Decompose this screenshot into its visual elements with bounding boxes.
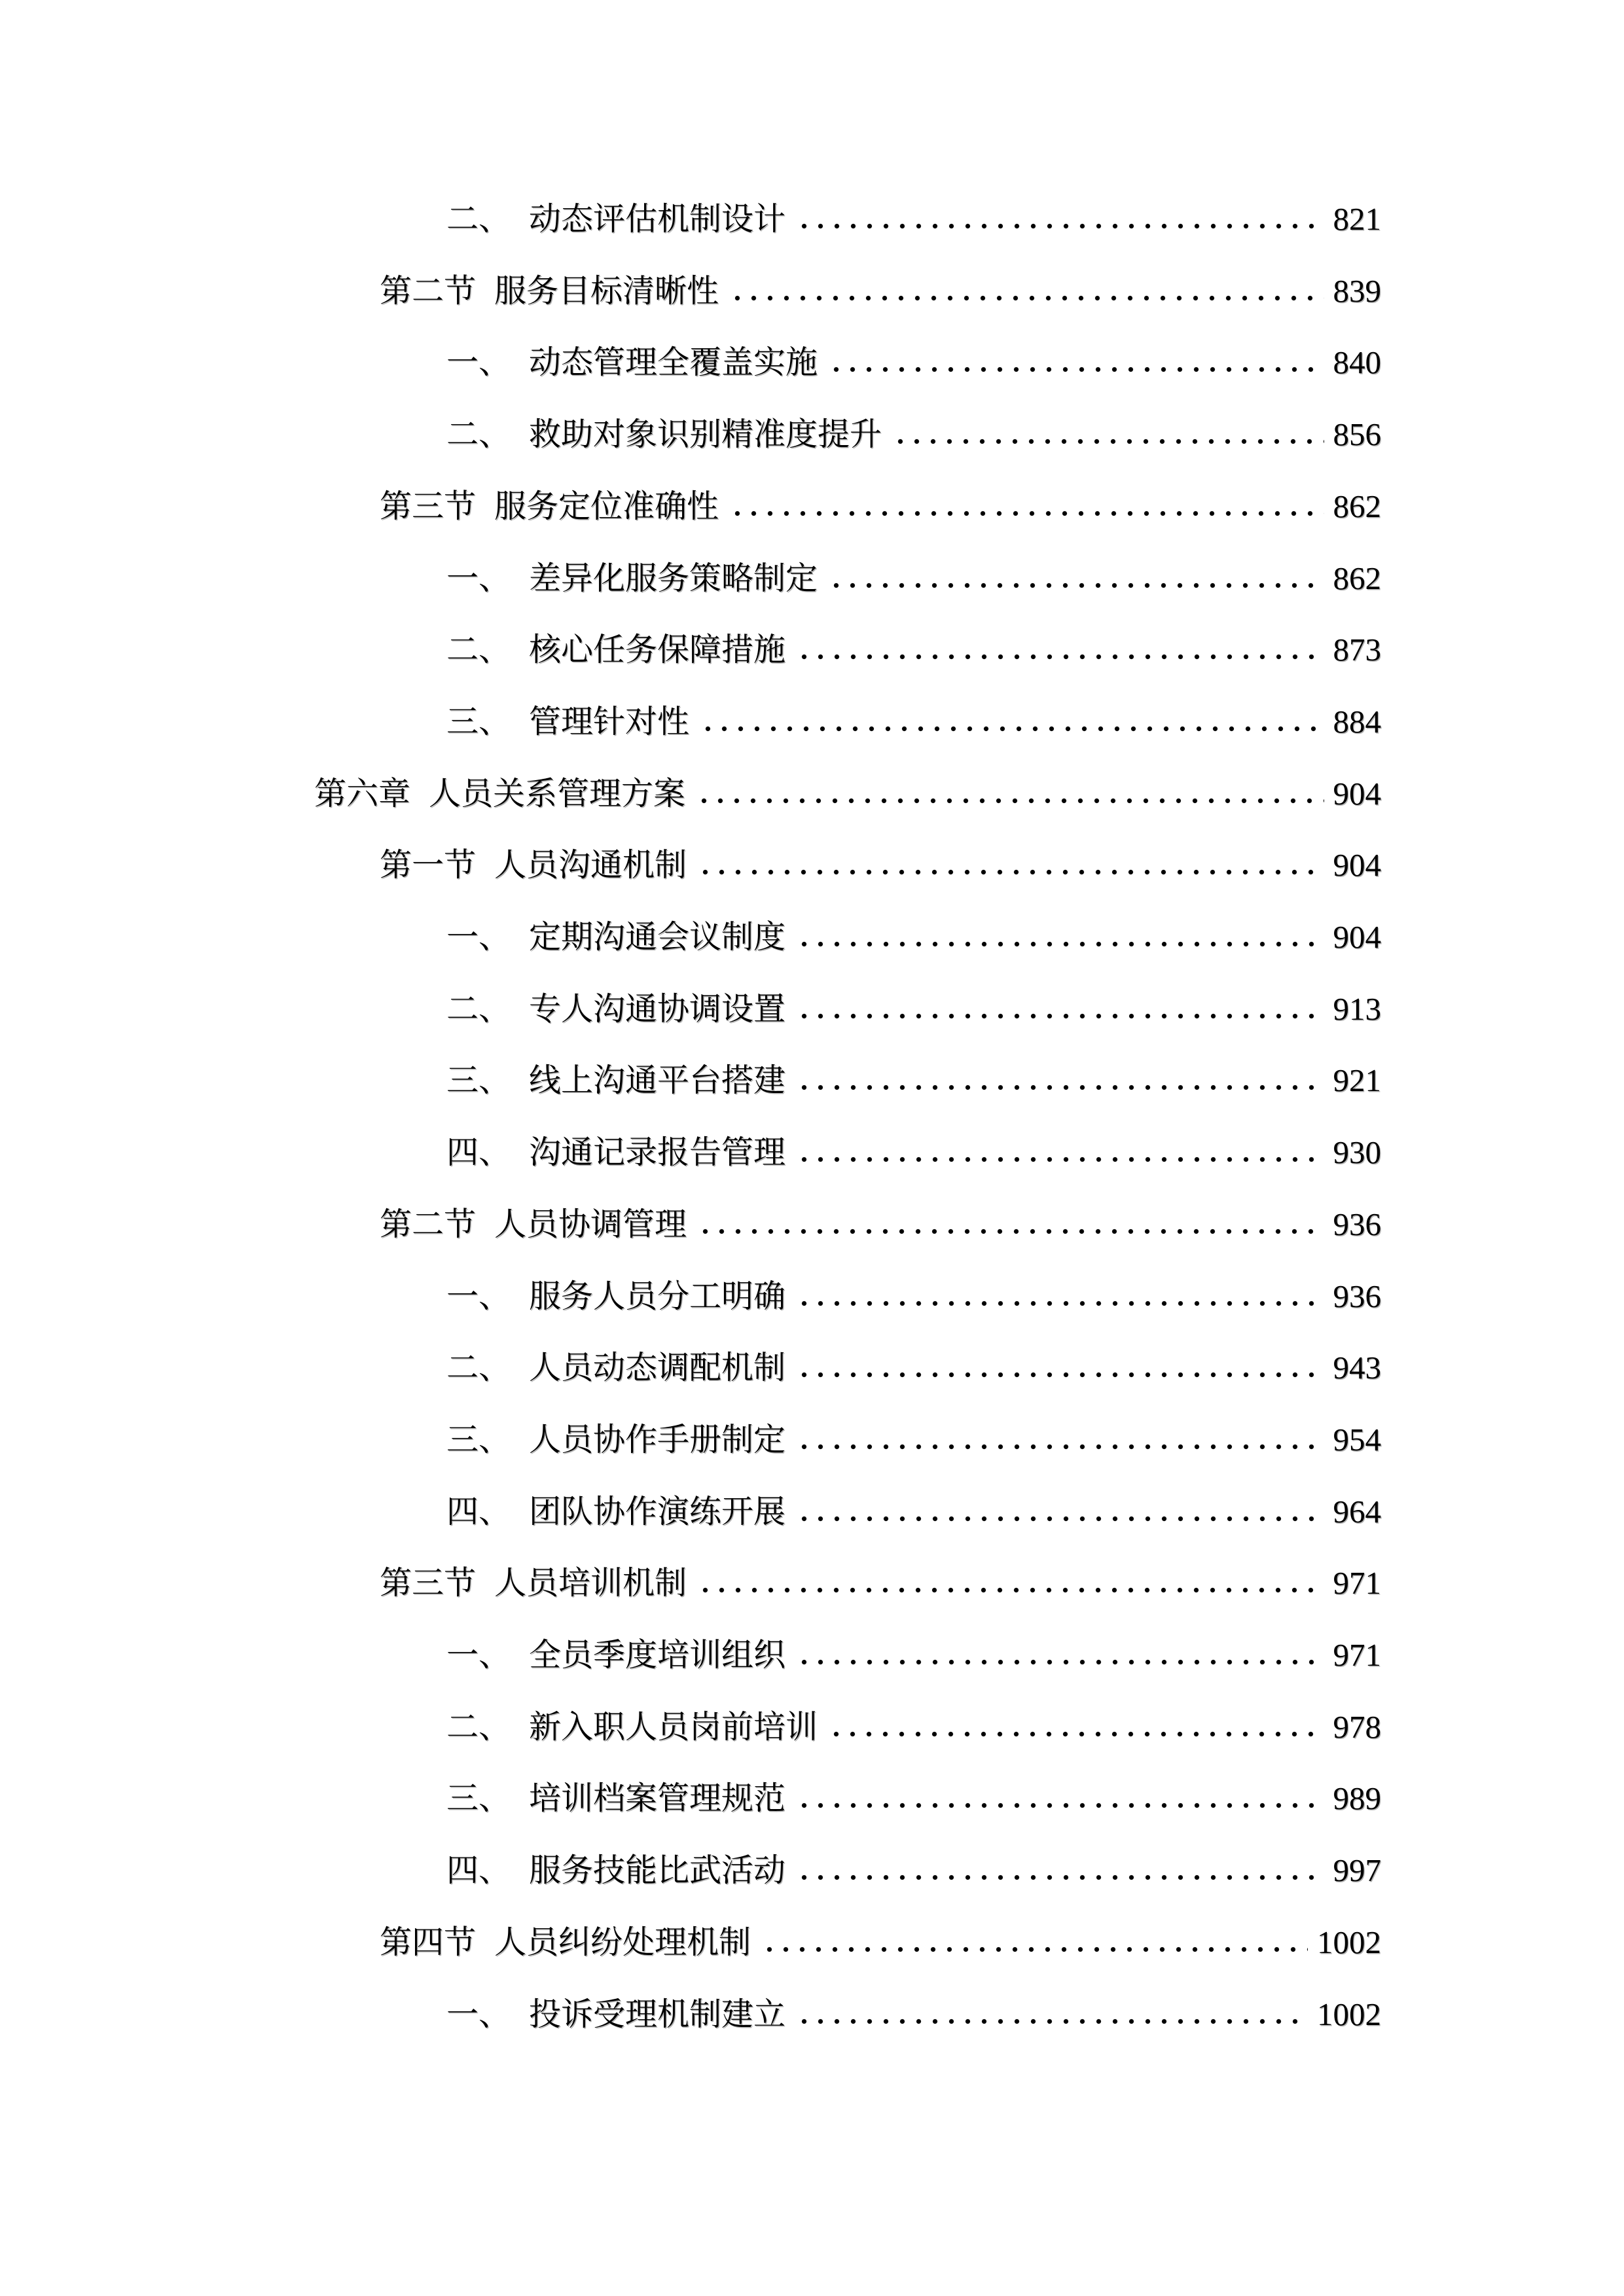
toc-entry-title: 专人沟通协调设置 xyxy=(529,990,786,1027)
dot-leader xyxy=(693,869,1324,876)
toc-entry-page-number: 971 xyxy=(1333,1637,1381,1674)
dot-leader xyxy=(692,797,1324,804)
toc-entry xyxy=(0,1476,1381,1548)
dot-leader xyxy=(792,223,1324,230)
toc-entry xyxy=(0,471,1381,543)
toc-entry xyxy=(0,1332,1381,1404)
toc-entry-page-number: 913 xyxy=(1333,990,1381,1027)
toc-entry-page-number: 954 xyxy=(1333,1421,1381,1458)
toc-entry-number: 四、 xyxy=(446,1493,511,1530)
toc-entry xyxy=(0,1691,1381,1763)
toc-entry-title: 人员协调管理 xyxy=(494,1206,687,1242)
toc-entry-title: 全员季度培训组织 xyxy=(529,1637,786,1674)
toc-entry-title: 线上沟通平台搭建 xyxy=(529,1062,786,1099)
toc-entry-number: 一、 xyxy=(446,344,511,381)
toc-entry-page-number: 989 xyxy=(1333,1780,1381,1817)
toc-entry-page-number: 997 xyxy=(1333,1852,1381,1889)
dot-leader xyxy=(693,1587,1324,1594)
toc-entry-number: 三、 xyxy=(446,703,511,740)
toc-entry-number: 二、 xyxy=(446,632,511,668)
toc-entry-title: 差异化服务策略制定 xyxy=(529,560,818,596)
toc-entry-page-number: 884 xyxy=(1333,703,1381,740)
dot-leader xyxy=(757,1946,1308,1953)
toc-entry xyxy=(0,1117,1381,1189)
dot-leader xyxy=(792,1874,1324,1881)
toc-entry xyxy=(0,327,1381,399)
toc-entry-title: 服务目标清晰性 xyxy=(494,272,719,309)
toc-entry-title: 人员动态调配机制 xyxy=(529,1350,786,1386)
dot-leader xyxy=(792,1659,1324,1666)
toc-entry-title: 动态评估机制设计 xyxy=(529,201,786,237)
toc-entry xyxy=(0,614,1381,686)
toc-entry xyxy=(0,1547,1381,1619)
toc-entry xyxy=(0,1907,1381,1979)
toc-entry-number: 第六章 xyxy=(314,775,411,812)
toc-entry-number: 一、 xyxy=(446,1278,511,1314)
toc-entry-number: 四、 xyxy=(446,1852,511,1889)
toc-entry-page-number: 1002 xyxy=(1317,1996,1381,2032)
toc-entry-title: 服务定位准确性 xyxy=(494,488,719,524)
dot-leader xyxy=(792,1515,1324,1522)
toc-entry-number: 三、 xyxy=(446,1062,511,1099)
dot-leader xyxy=(792,1802,1324,1809)
toc-entry-page-number: 840 xyxy=(1333,344,1381,381)
dot-leader xyxy=(725,510,1324,517)
toc-entry xyxy=(0,1619,1381,1691)
toc-entry xyxy=(0,1979,1381,2051)
toc-entry-title: 人员纠纷处理机制 xyxy=(494,1924,751,1960)
toc-entry xyxy=(0,1763,1381,1835)
toc-entry xyxy=(0,1189,1381,1261)
toc-entry-number: 一、 xyxy=(446,1637,511,1674)
toc-entry-title: 人员协作手册制定 xyxy=(529,1421,786,1458)
toc-entry-number: 四、 xyxy=(446,1134,511,1171)
dot-leader xyxy=(792,1084,1324,1091)
toc-entry xyxy=(0,758,1381,830)
toc-entry-title: 管理针对性 xyxy=(529,703,690,740)
toc-entry-title: 人员培训机制 xyxy=(494,1565,687,1602)
toc-entry-title: 定期沟通会议制度 xyxy=(529,919,786,956)
toc-entry xyxy=(0,829,1381,901)
toc-entry-title: 投诉受理机制建立 xyxy=(529,1996,786,2032)
toc-entry-title: 人员沟通机制 xyxy=(494,847,687,884)
toc-entry-page-number: 904 xyxy=(1333,847,1381,884)
dot-leader xyxy=(792,653,1324,660)
toc-entry-number: 三、 xyxy=(446,1780,511,1817)
toc-entry xyxy=(0,543,1381,615)
toc-entry xyxy=(0,1045,1381,1117)
toc-entry-number: 第二节 xyxy=(380,1206,477,1242)
toc-entry xyxy=(0,686,1381,758)
toc-entry-title: 团队协作演练开展 xyxy=(529,1493,786,1530)
toc-entry-title: 新入职人员岗前培训 xyxy=(529,1708,818,1745)
dot-leader xyxy=(725,295,1324,302)
dot-leader xyxy=(792,1013,1324,1020)
toc-entry-page-number: 978 xyxy=(1333,1708,1381,1745)
dot-leader xyxy=(824,1731,1324,1738)
toc-entry-page-number: 971 xyxy=(1333,1565,1381,1602)
toc-entry-page-number: 821 xyxy=(1333,201,1381,237)
toc-entry-page-number: 839 xyxy=(1333,272,1381,309)
toc-entry-number: 第三节 xyxy=(380,1565,477,1602)
toc-entry xyxy=(0,1835,1381,1907)
dot-leader xyxy=(693,1228,1324,1235)
toc-entry-title: 救助对象识别精准度提升 xyxy=(529,416,882,453)
toc-entry-page-number: 904 xyxy=(1333,919,1381,956)
toc-entry-number: 二、 xyxy=(446,1350,511,1386)
dot-leader xyxy=(792,1371,1324,1378)
toc-entry-page-number: 921 xyxy=(1333,1062,1381,1099)
toc-entry-title: 服务人员分工明确 xyxy=(529,1278,786,1314)
toc-entry-number: 第二节 xyxy=(380,272,477,309)
toc-entry-page-number: 964 xyxy=(1333,1493,1381,1530)
dot-leader xyxy=(824,366,1324,373)
toc-entry-page-number: 873 xyxy=(1333,632,1381,668)
dot-leader xyxy=(888,438,1324,445)
toc-entry-number: 第四节 xyxy=(380,1924,477,1960)
dot-leader xyxy=(824,582,1324,589)
toc-entry-page-number: 936 xyxy=(1333,1206,1381,1242)
toc-entry-page-number: 904 xyxy=(1333,775,1381,812)
toc-entry-number: 二、 xyxy=(446,990,511,1027)
dot-leader xyxy=(792,1300,1324,1307)
toc-entry-number: 二、 xyxy=(446,1708,511,1745)
toc-entry-page-number: 936 xyxy=(1333,1278,1381,1314)
dot-leader xyxy=(792,1443,1324,1450)
toc-entry-page-number: 930 xyxy=(1333,1134,1381,1171)
toc-entry-number: 二、 xyxy=(446,416,511,453)
toc-entry-title: 培训档案管理规范 xyxy=(529,1780,786,1817)
toc-entry xyxy=(0,183,1381,255)
toc-entry xyxy=(0,901,1381,973)
toc-entry-title: 服务技能比武活动 xyxy=(529,1852,786,1889)
toc-entry-page-number: 856 xyxy=(1333,416,1381,453)
toc-entry-page-number: 862 xyxy=(1333,560,1381,596)
toc-entry-title: 沟通记录报告管理 xyxy=(529,1134,786,1171)
toc-entry-number: 第三节 xyxy=(380,488,477,524)
dot-leader xyxy=(696,725,1324,732)
dot-leader xyxy=(792,2018,1308,2025)
dot-leader xyxy=(792,1156,1324,1163)
toc xyxy=(0,183,1381,2050)
toc-entry-title: 核心任务保障措施 xyxy=(529,632,786,668)
toc-entry-number: 第一节 xyxy=(380,847,477,884)
toc-entry-number: 二、 xyxy=(446,201,511,237)
toc-entry xyxy=(0,973,1381,1045)
toc-entry-number: 一、 xyxy=(446,560,511,596)
toc-entry xyxy=(0,399,1381,471)
toc-entry xyxy=(0,1261,1381,1333)
toc-entry-title: 动态管理全覆盖实施 xyxy=(529,344,818,381)
dot-leader xyxy=(792,941,1324,948)
toc-entry xyxy=(0,255,1381,327)
toc-entry-page-number: 943 xyxy=(1333,1350,1381,1386)
toc-entry-page-number: 1002 xyxy=(1317,1924,1381,1960)
toc-entry-number: 三、 xyxy=(446,1421,511,1458)
toc-entry xyxy=(0,1404,1381,1476)
toc-entry-number: 一、 xyxy=(446,919,511,956)
toc-entry-page-number: 862 xyxy=(1333,488,1381,524)
toc-entry-title: 人员关系管理方案 xyxy=(429,775,686,812)
toc-entry-number: 一、 xyxy=(446,1996,511,2032)
